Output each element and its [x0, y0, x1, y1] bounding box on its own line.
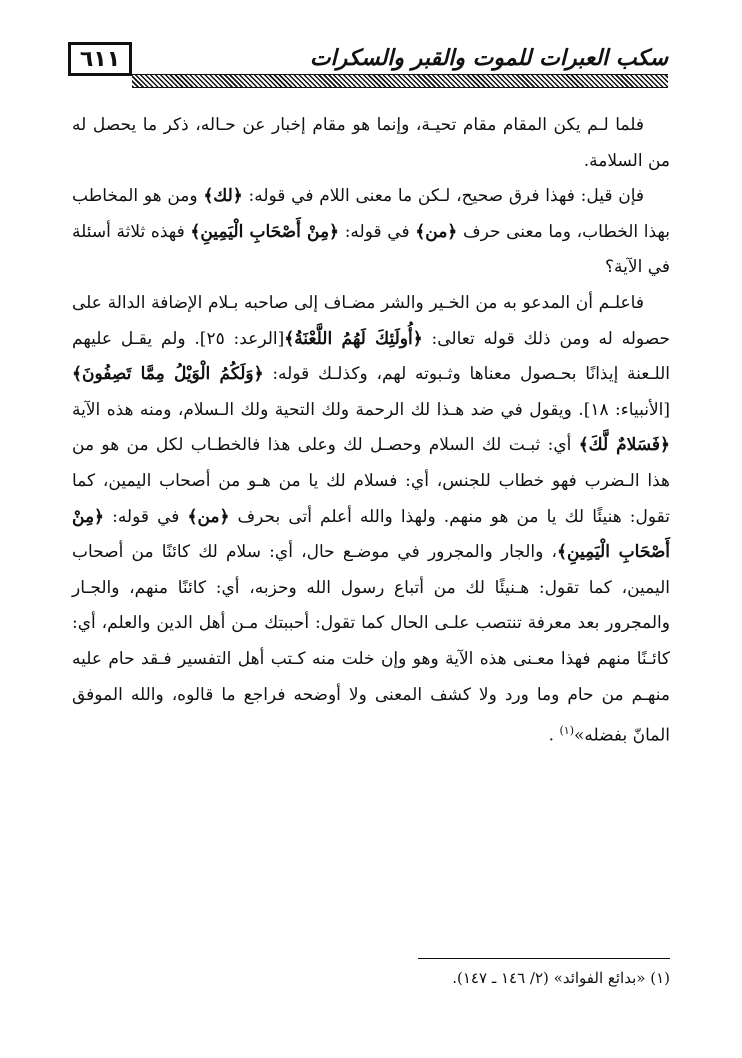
quran-quote: ﴿وَلَكُمُ الْوَيْلُ مِمَّا تَصِفُونَ﴾: [72, 364, 264, 385]
footnote-reference: (١): [559, 724, 574, 738]
quran-quote: ﴿فَسَلامٌ لَّكَ﴾: [578, 435, 670, 456]
text-run: [الرعد: ٢٥]. ولم يقـل عليهم اللـعنة إيذانًا بحـصول معناها وثـبوته لهم، وكذلـك قوله:: [72, 328, 670, 385]
page-number: ٦١١: [68, 42, 132, 76]
text-run: أي: ثبـت لك السلام وحصـل لك وعلى هذا فالخطـاب لكل من هو من هذا الـضرب فهو خطاب للجنس، أي: فسلام لك يا من هـو من أصحاب اليمين، كما تقول: هنيئًا لك يا من هو منهم. ولهذا والله أعلم أتى بحرف: [72, 435, 670, 527]
text-run: ، والجار والمجرور في موضـع حال، أي: سلام لك كائنًا من أصحاب اليمين، كما تقول: هـنيئًا لك من أتباع رسول الله وحزبه، أي: كائنًا منهم، والجـار والمجرور بعد معرفة تنتصب علـى الحال كما تقول: أحببتك مـن أهل الدين والعلم، أي: كائـنًا منهم فهذا معـنى هذه الآية وهو وإن خلت منه كـتب أهل التفسير فـقد حام عليه منهـم من حام وما ورد ولا كشف المعنى ولا أوضحه فراجع ما قالوه، والله الموفق المانّ بفضله»: [72, 542, 670, 746]
text-run: في قوله:: [104, 506, 188, 527]
text-run: ومن هو المخاطب بهذا الخطاب، وما معنى حرف: [72, 186, 670, 242]
quran-quote: ﴿مِنْ أَصْحَابِ الْيَمِينِ﴾: [72, 506, 670, 563]
running-title: سكب العبرات للموت والقبر والسكرات: [309, 46, 668, 71]
paragraph-3: [72, 286, 670, 754]
text-run: فاعلـم أن المدعو به من الخـير والشر مضـاف إلى صاحبه بـلام الإضافة الدالة على حصوله له ومن ذلك قوله تعالى:: [72, 292, 670, 349]
paragraph-2: [72, 179, 670, 286]
quran-quote: ﴿مِنْ أَصْحَابِ الْيَمِينِ﴾: [190, 221, 340, 242]
header-decorative-rule: [132, 74, 668, 88]
quran-quote: ﴿من﴾: [415, 221, 458, 242]
quran-quote: ﴿أُولَئِكَ لَهُمُ اللَّعْنَةُ﴾: [284, 328, 423, 349]
paragraph-1-text: فلما لـم يكن المقام مقام تحيـة، وإنما هو مقام إخبار عن حـاله، ذكر ما يحصل له من السلامة.: [72, 115, 670, 171]
text-run: .: [548, 725, 560, 746]
text-run: [الأنبياء: ١٨]. ويقول في ضد هـذا لك الرحمة ولك التحية ولك الـسلام، ومنه هذه الآية: [72, 399, 671, 420]
footnote-separator: [418, 958, 670, 959]
quran-quote: ﴿لك﴾: [203, 186, 243, 207]
main-text: [72, 108, 670, 754]
page-header: [68, 42, 668, 88]
text-run: فهذه ثلاثة أسئلة في الآية؟: [72, 221, 670, 278]
text-run: فإن قيل: فهذا فرق صحيح، لـكن ما معنى اللام في قوله:: [242, 186, 644, 207]
paragraph-1: [72, 108, 670, 179]
quran-quote: ﴿من﴾: [187, 506, 230, 527]
text-run: في قوله:: [339, 221, 416, 242]
footnote: (١) «بدائع الفوائد» (٢/ ١٤٦ ـ ١٤٧).: [452, 969, 670, 987]
